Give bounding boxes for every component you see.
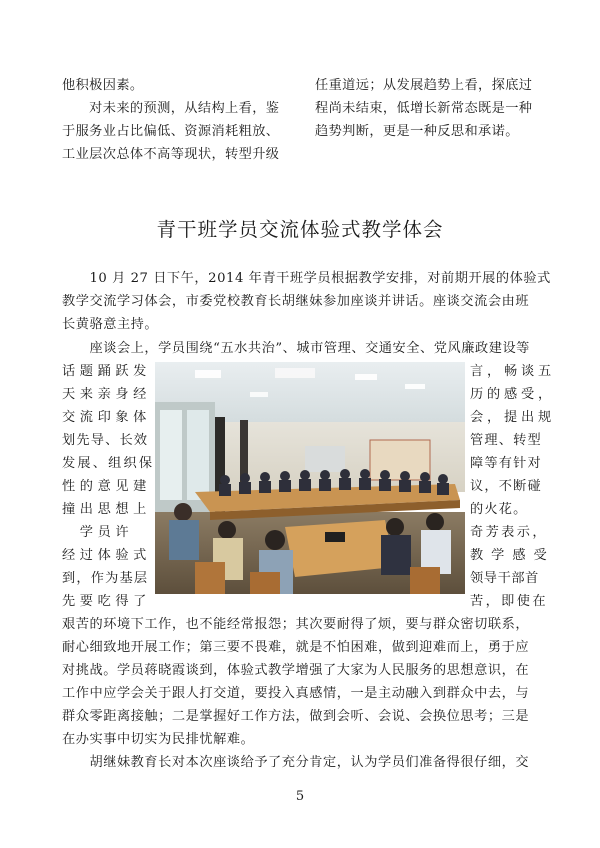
text-line: 10 月 27 日下午，2014 年青干班学员根据教学安排，对前期开展的体验式 — [62, 271, 551, 286]
text-line: 在办实事中切实为民排忧解难。 — [62, 732, 255, 747]
text-line: 群众零距离接触；二是掌握好工作方法，做到会听、会说、会换位思考；三是 — [62, 709, 530, 724]
text-line: 程尚未结束，低增长新常态既是一种 — [315, 101, 533, 116]
text-line: 耐心细致地开展工作；第三要不畏难，就是不怕困难，做到迎难而上，勇于应 — [62, 640, 530, 655]
page-number: 5 — [295, 789, 305, 804]
text-line: 座谈会上，学员围绕“五水共治”、城市管理、交通安全、党风廉政建设等 — [62, 341, 530, 356]
text-line: 话题踊跃发 — [62, 364, 151, 379]
text-line: 长黄骆意主持。 — [62, 317, 159, 332]
text-line: 领导干部首 — [470, 571, 539, 586]
text-line: 先要吃得了 — [62, 594, 151, 609]
text-line: 教学交流学习体会，市委党校教育长胡继妹参加座谈并讲话。座谈交流会由班 — [62, 294, 530, 309]
text-line: 任重道远；从发展趋势上看，探底过 — [315, 78, 533, 93]
text-line: 言，畅谈五 — [470, 364, 555, 379]
seminar-photo — [155, 362, 465, 594]
text-line: 胡继妹教育长对本次座谈给予了充分肯定，认为学员们准备得很仔细，交 — [62, 755, 530, 770]
text-line: 工业层次总体不高等现状，转型升级 — [62, 147, 280, 162]
text-line: 奇芳表示， — [470, 525, 548, 540]
text-line: 性的意见建 — [62, 479, 151, 494]
text-line: 撞出思想上 — [62, 502, 151, 517]
text-line: 对未来的预测，从结构上看，鉴 — [62, 101, 280, 116]
text-line: 艰苦的环境下工作，也不能经常报怨；其次要耐得了烦，要与群众密切联系， — [62, 617, 530, 632]
text-line: 管理、转型 — [470, 433, 542, 448]
text-line: 他积极因素。 — [62, 78, 144, 93]
text-line: 到，作为基层 — [62, 571, 149, 586]
article-title: 青干班学员交流体验式教学体会 — [156, 218, 444, 241]
text-line: 议，不断碰 — [470, 479, 542, 494]
text-line: 经过体验式 — [62, 548, 151, 563]
text-line: 会，提出规 — [470, 410, 555, 425]
text-line: 障等有针对 — [470, 456, 542, 471]
text-line: 对挑战。学员蒋晓霞谈到，体验式教学增强了大家为人民服务的思想意识，在 — [62, 663, 530, 678]
text-line: 历的感受， — [470, 387, 555, 402]
text-line: 交流印象体 — [62, 410, 151, 425]
text-line: 苦，即使在 — [470, 594, 548, 609]
text-line: 天来亲身经 — [62, 387, 151, 402]
text-line: 教学感受 — [470, 548, 555, 563]
text-line: 趋势判断，更是一种反思和承诺。 — [315, 124, 519, 139]
text-line: 的火花。 — [470, 502, 528, 517]
text-line: 于服务业占比偏低、资源消耗粗放、 — [62, 124, 280, 139]
text-line: 发展、组织保 — [62, 456, 155, 471]
text-line: 工作中应学会关于跟人打交道，要投入真感情，一是主动融入到群众中去，与 — [62, 686, 530, 701]
text-line: 学员许 — [62, 525, 134, 540]
meeting-room-illustration — [155, 362, 465, 594]
text-line: 划先导、长效 — [62, 433, 149, 448]
